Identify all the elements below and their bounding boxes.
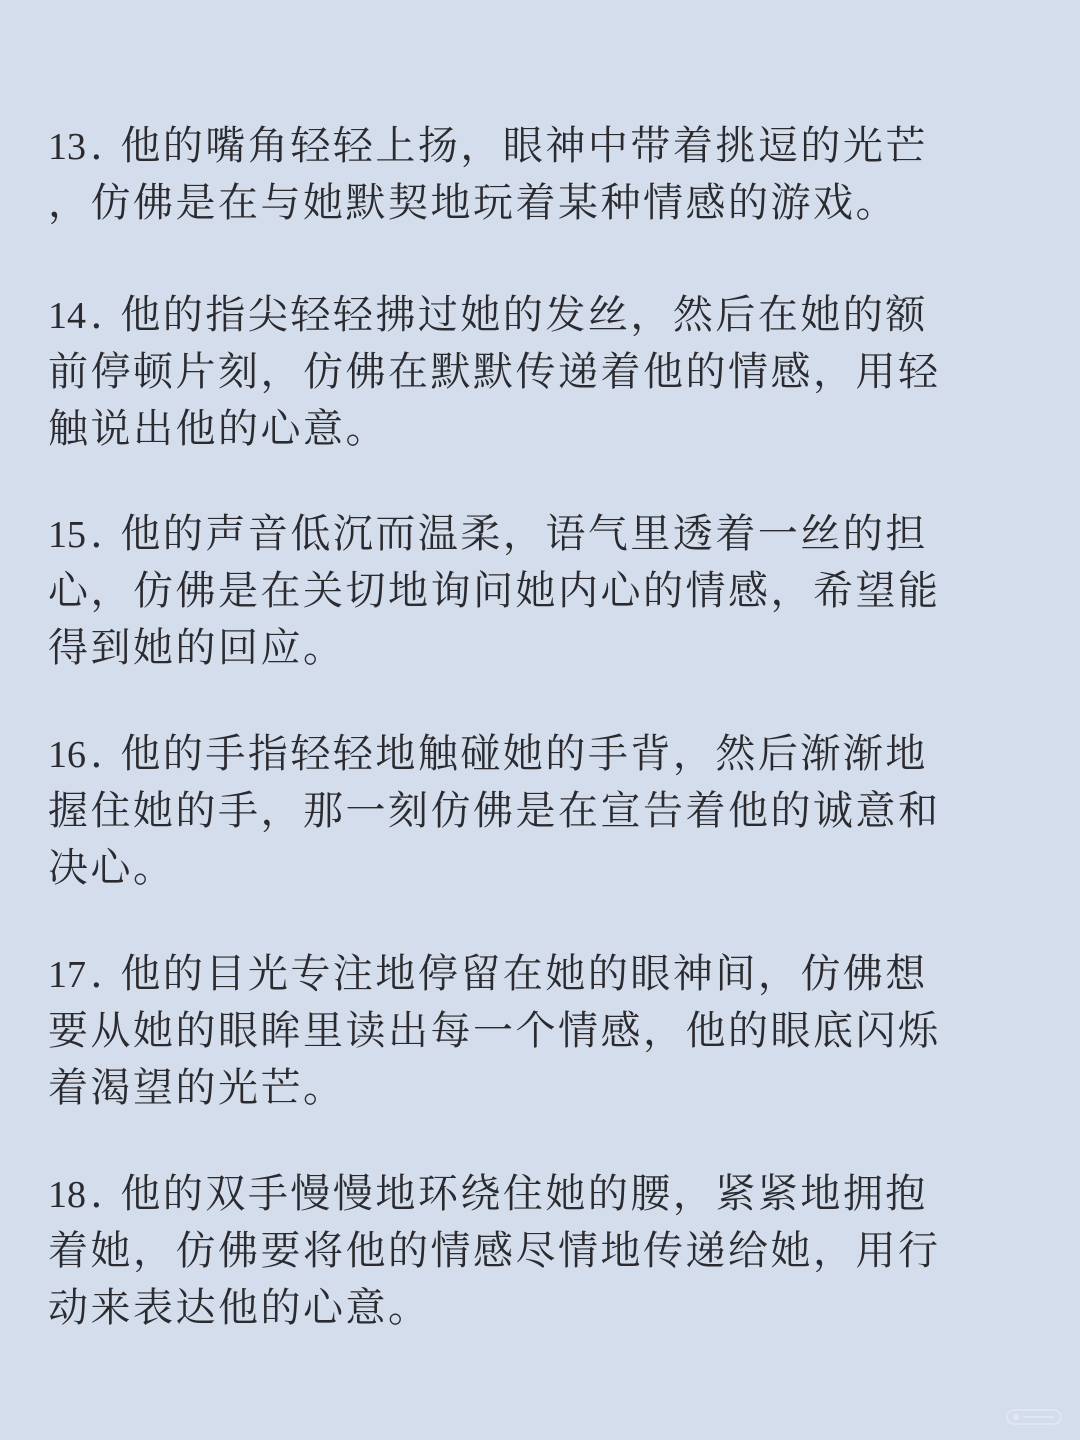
- paragraph-number: 18: [48, 1174, 86, 1216]
- paragraph-line: 着她，仿佛要将他的情感尽情地传递给她，用行: [48, 1228, 941, 1274]
- paragraph-line: [48, 287, 928, 343]
- paragraph-line: 得到她的回应。: [48, 625, 346, 671]
- paragraph-number: 13: [48, 126, 86, 168]
- paragraph-line: 前停顿片刻，仿佛在默默传递着他的情感，用轻: [48, 349, 941, 395]
- paragraph-number: 17: [48, 954, 86, 996]
- watermark-logo-icon: [1006, 1406, 1062, 1428]
- paragraph-line: 触说出他的心意。: [48, 406, 388, 452]
- paragraph-line: 决心。: [48, 845, 176, 891]
- paragraph-line: 要从她的眼眸里读出每一个情感，他的眼底闪烁: [48, 1008, 941, 1054]
- paragraph-text: . 他的手指轻轻地触碰她的手背，然后渐渐地: [90, 731, 928, 777]
- paragraph-number: 14: [48, 295, 86, 337]
- paragraph-line: ，仿佛是在与她默契地玩着某种情感的游戏。: [48, 180, 898, 226]
- paragraph-line: 动来表达他的心意。: [48, 1285, 431, 1331]
- paragraph-line: [48, 946, 928, 1002]
- paragraph-line: [48, 726, 928, 782]
- paragraph-line: 心，仿佛是在关切地询问她内心的情感，希望能: [48, 568, 941, 614]
- paragraph-line: [48, 1166, 928, 1222]
- paragraph-line: 着渴望的光芒。: [48, 1065, 346, 1111]
- paragraph-number: 15: [48, 514, 86, 556]
- paragraph-number: 16: [48, 734, 86, 776]
- paragraph-text: . 他的目光专注地停留在她的眼神间，仿佛想: [90, 951, 928, 997]
- paragraph-text: . 他的嘴角轻轻上扬，眼神中带着挑逗的光芒: [90, 123, 928, 169]
- paragraph-text: . 他的双手慢慢地环绕住她的腰，紧紧地拥抱: [90, 1171, 928, 1217]
- paragraph-line: [48, 118, 928, 174]
- paragraph-line: 握住她的手，那一刻仿佛是在宣告着他的诚意和: [48, 788, 941, 834]
- paragraph-text: . 他的指尖轻轻拂过她的发丝，然后在她的额: [90, 292, 928, 338]
- paragraph-line: [48, 506, 928, 562]
- paragraph-text: . 他的声音低沉而温柔，语气里透着一丝的担: [90, 511, 928, 557]
